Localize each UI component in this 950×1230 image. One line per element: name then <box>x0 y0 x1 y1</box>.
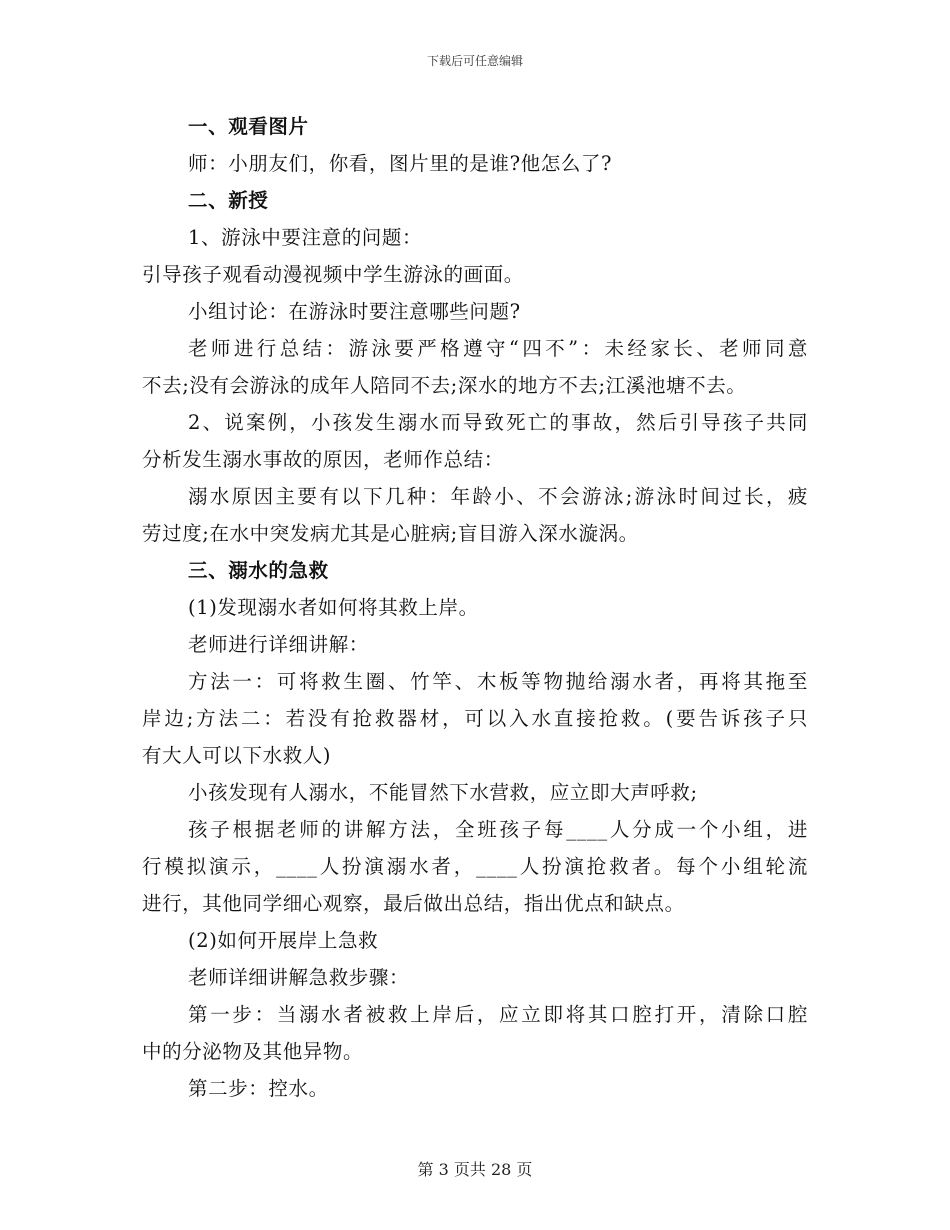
paragraph-line: 引导孩子观看动漫视频中学生游泳的画面。 <box>142 263 524 286</box>
paragraph-line: 师：小朋友们，你看，图片里的是谁?他怎么了? <box>188 152 613 175</box>
paragraph-line: 2、说案例，小孩发生溺水而导致死亡的事故，然后引导孩子共同 <box>188 411 808 434</box>
subheading: (1)发现溺水者如何将其救上岸。 <box>188 596 479 619</box>
paragraph-line: 有大人可以下水救人) <box>142 744 332 767</box>
section-heading-3: 三、溺水的急救 <box>188 559 329 582</box>
paragraph-line: 分析发生溺水事故的原因，老师作总结： <box>142 448 504 471</box>
paragraph-line: 劳过度;在水中突发病尤其是心脏病;盲目游入深水漩涡。 <box>142 522 639 545</box>
document-body <box>142 108 808 1107</box>
paragraph-line: 老师详细讲解急救步骤： <box>188 966 410 989</box>
paragraph-line: 老师进行详细讲解： <box>188 633 369 656</box>
paragraph-line: 老师进行总结：游泳要严格遵守“四不”：未经家长、老师同意 <box>188 337 808 360</box>
paragraph-line: 小组讨论：在游泳时要注意哪些问题? <box>188 300 521 323</box>
page-footer: 第 3 页共 28 页 <box>417 1160 533 1179</box>
paragraph-line: 进行，其他同学细心观察，最后做出总结，指出优点和缺点。 <box>142 892 685 915</box>
section-heading-1: 一、观看图片 <box>188 115 309 138</box>
section-heading-2: 二、新授 <box>188 189 269 212</box>
paragraph-line: 岸边;方法二：若没有抢救器材，可以入水直接抢救。(要告诉孩子只 <box>142 707 808 730</box>
paragraph-line: 不去;没有会游泳的成年人陪同不去;深水的地方不去;江溪池塘不去。 <box>142 374 747 397</box>
paragraph-line: 小孩发现有人溺水，不能冒然下水营救，应立即大声呼救; <box>188 781 698 804</box>
paragraph-line: 中的分泌物及其他异物。 <box>142 1040 364 1063</box>
paragraph-line: 行模拟演示，____人扮演溺水者，____人扮演抢救者。每个小组轮流 <box>142 855 808 878</box>
subheading: (2)如何开展岸上急救 <box>188 929 379 952</box>
paragraph-line: 方法一：可将救生圈、竹竿、木板等物抛给溺水者，再将其拖至 <box>188 670 808 693</box>
paragraph-line: 第一步：当溺水者被救上岸后，应立即将其口腔打开，清除口腔 <box>188 1003 808 1026</box>
paragraph-line: 溺水原因主要有以下几种：年龄小、不会游泳;游泳时间过长，疲 <box>188 485 808 508</box>
subheading: 1、游泳中要注意的问题： <box>188 226 423 249</box>
paragraph-line: 孩子根据老师的讲解方法，全班孩子每____人分成一个小组，进 <box>188 818 808 841</box>
page-header: 下载后可任意编辑 <box>426 54 523 68</box>
paragraph-line: 第二步：控水。 <box>188 1077 329 1100</box>
